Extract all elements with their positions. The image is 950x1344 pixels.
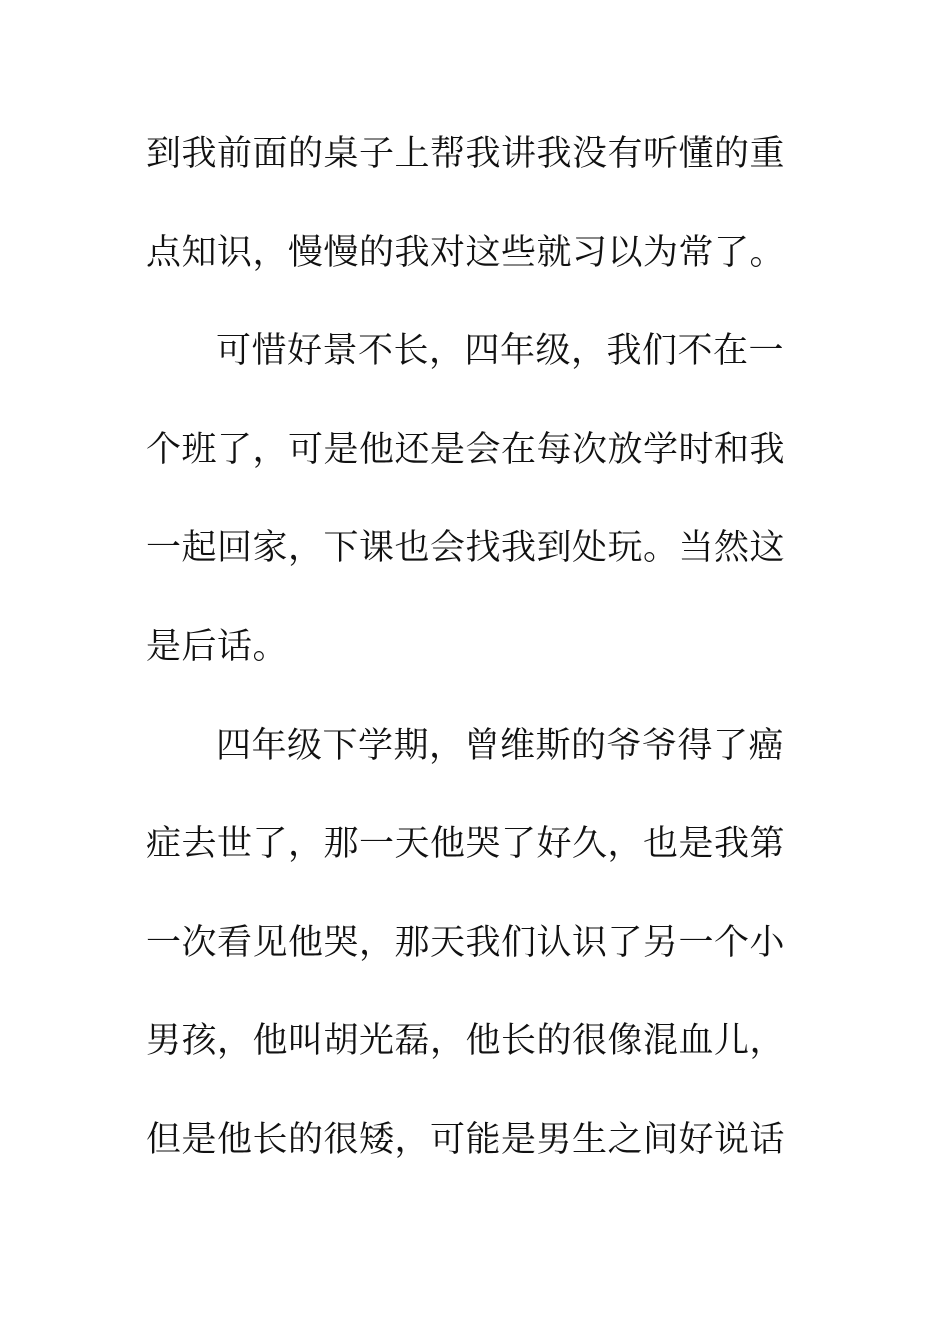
paragraph-start-line: 可惜好景不长，四年级，我们不在一 xyxy=(216,331,785,372)
text-line: 点知识，慢慢的我对这些就习以为常了。 xyxy=(146,232,786,273)
body-text xyxy=(146,123,786,1208)
text-line: 症去世了，那一天他哭了好久，也是我第 xyxy=(146,824,786,865)
text-line: 一起回家，下课也会找我到处玩。当然这 xyxy=(146,528,786,569)
text-line: 到我前面的桌子上帮我讲我没有听懂的重 xyxy=(146,134,786,174)
text-line: 但是他长的很矮，可能是男生之间好说话 xyxy=(146,1119,786,1160)
text-line: 男孩，他叫胡光磊，他长的很像混血儿， xyxy=(146,1021,786,1062)
text-line: 一次看见他哭，那天我们认识了另一个小 xyxy=(146,922,786,963)
text-line: 个班了，可是他还是会在每次放学时和我 xyxy=(146,429,786,470)
paragraph-start-line: 四年级下学期，曾维斯的爷爷得了癌 xyxy=(216,725,785,766)
text-line: 是后话。 xyxy=(146,626,289,667)
